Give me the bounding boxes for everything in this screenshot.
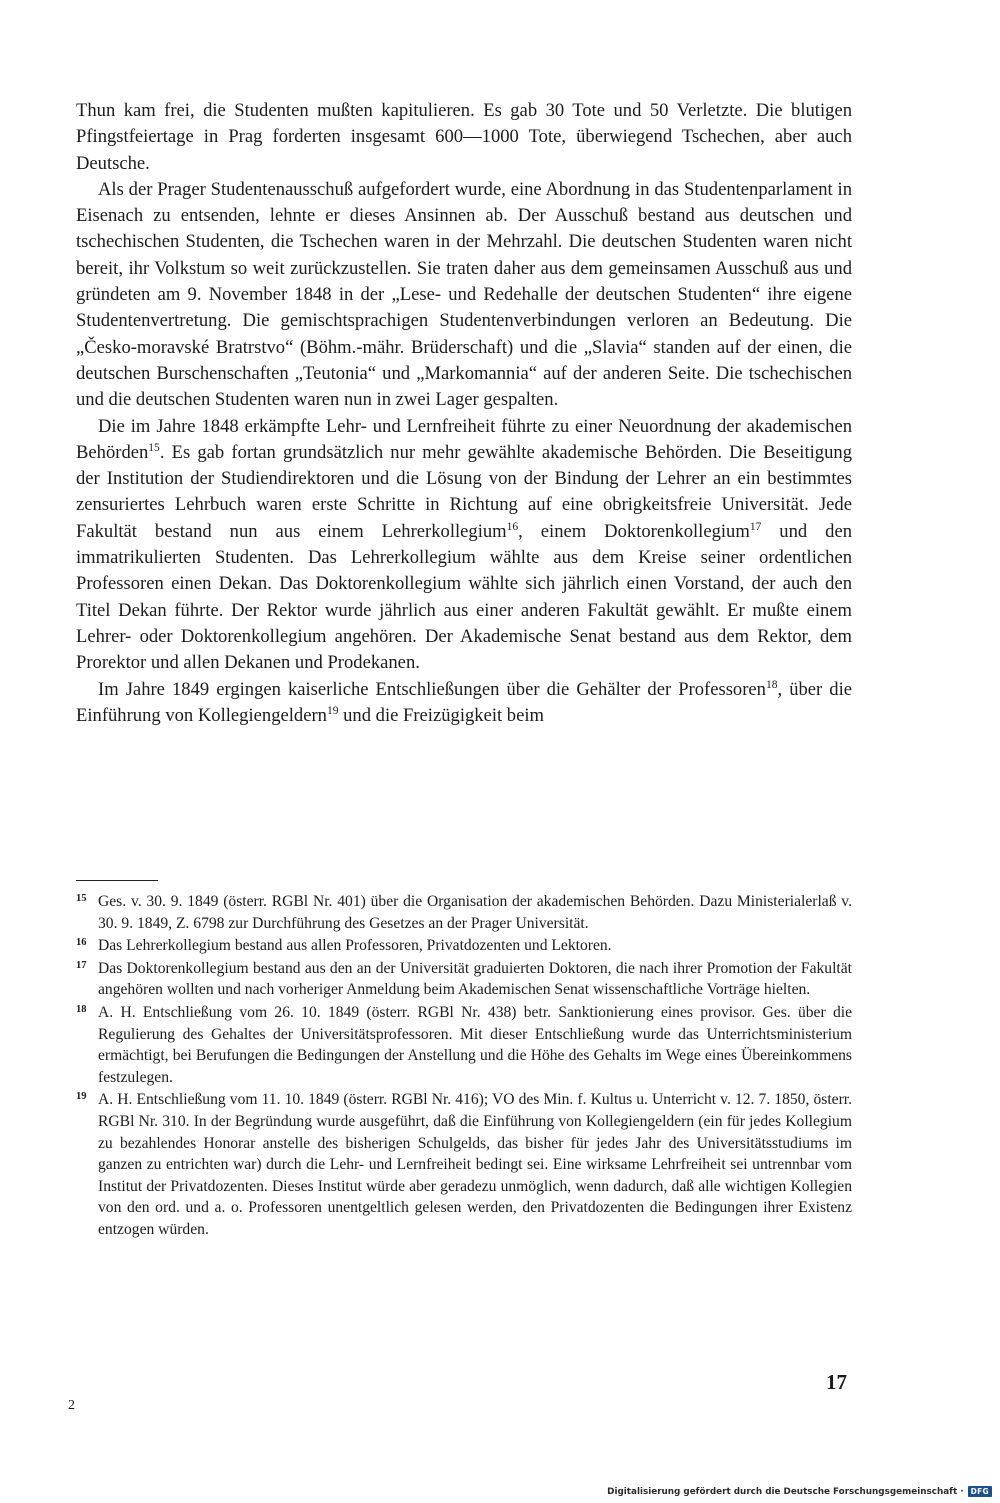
text-run: , einem Doktorenkollegium (518, 520, 750, 542)
footnote (76, 1089, 852, 1240)
footnote (76, 891, 852, 934)
footnote-reference: 16 (506, 520, 519, 533)
paragraph: Als der Prager Studentenausschuß aufgefordert wurde, eine Abordnung in das Studentenparlament in Eisenach zu entsenden, lehnte er dieses Ansinnen ab. Der Ausschuß bestand aus deutschen und tschechischen Studenten, die Tschechen waren in der Mehrzahl. Die deutschen Studenten waren nicht bereit, ihr Volkstum so weit zurückzustellen. Sie traten daher aus dem gemeinsamen Ausschuß aus und gründeten am 9. November 1848 in der „Lese- und Redehalle der deutschen Studenten“ ihre eigene Studentenvertretung. Die gemischtsprachigen Studentenverbindungen verloren an Bedeutung. Die „Česko-moravské Bratrstvo“ (Böhm.-mähr. Brüderschaft) und die „Slavia“ standen auf der einen, die deutschen Burschenschaften „Teutonia“ und „Markomannia“ auf der anderen Seite. Die tschechischen und die deutschen Studenten waren nun in zwei Lager gespalten. (76, 178, 852, 411)
text-run: . Es gab fortan grundsätzlich nur mehr gewählte akademische Behörden. Die Beseitigung der Institution der Studiendirektoren und die Lösung von der Bindung der Lehrer an ein bestimmtes zensuriertes Lehrbuch waren erste Schritte in Richtung auf eine obrigkeitsfreie Universität. Jede Fakultät bestand nun aus einem Lehrerkollegium (76, 441, 852, 542)
page-number: 17 (826, 1370, 847, 1394)
footnote-text: A. H. Entschließung vom 11. 10. 1849 (österr. RGBl Nr. 416); VO des Min. f. Kultus u. Unterricht v. 12. 7. 1850, österr. RGBl Nr. 310. In der Begründung wurde ausgeführt, daß die Einführung von Kollegiengeldern (ein für jedes Kollegium zu bezahlendes Honorar anstelle des bisherigen Schulgelds, das bisher für jedes Jahr des Universitätsstudiums im ganzen zu entrichten war) durch die Lehr- und Lernfreiheit bedingt sei. Eine wirksame Lehrfreiheit sei untrennbar vom Institut der Privatdozenten. Dieses Institut würde aber geradezu unmöglich, wenn dadurch, daß alle wichtigen Kollegien von den ord. und a. o. Professoren unentgeltlich gelesen werden, den Privatdozenten die Bedingungen ihrer Existenz entzogen würden. (98, 1091, 852, 1238)
funding-notice (607, 1486, 992, 1497)
footnote-number: 18 (76, 1003, 87, 1015)
paragraph (76, 414, 852, 677)
footnote-text: A. H. Entschließung vom 26. 10. 1849 (österr. RGBl Nr. 438) betr. Sanktionierung eines provisor. Ges. über die Regulierung des Gehaltes der Universitätsprofessoren. Mit dieser Entschließung wurde das Unterrichtsministerium ermächtigt, bei Berufungen die Bedingungen der Anstellung und die Höhe des Gehalts im Wege eines Übereinkommens festzulegen. (98, 1003, 852, 1086)
footnote (76, 958, 852, 1001)
footnote-text: Das Doktorenkollegium bestand aus den an der Universität graduierten Doktoren, die nach ihrer Promotion der Fakultät angehören wollten und nach vorheriger Anmeldung beim Akademischen Senat wissenschaftliche Vorträge hielten. (98, 959, 852, 999)
footnote (76, 935, 852, 957)
paragraph (76, 677, 852, 730)
dfg-logo-icon: DFG (968, 1486, 992, 1497)
text-run: und die Freizügigkeit beim (338, 704, 544, 726)
text-run: Im Jahre 1849 ergingen kaiserliche Entschließungen über die Gehälter der Professoren (98, 678, 766, 700)
footnote (76, 1002, 852, 1088)
paragraph: Thun kam frei, die Studenten mußten kapitulieren. Es gab 30 Tote und 50 Verletzte. Die blutigen Pfingstfeiertage in Prag forderten insgesamt 600—1000 Tote, überwiegend Tschechen, aber auch Deutsche. (76, 100, 852, 174)
footnote-text: Ges. v. 30. 9. 1849 (österr. RGBl Nr. 401) über die Organisation der akademischen Behörden. Dazu Ministerialerlaß v. 30. 9. 1849, Z. 6798 zur Durchführung des Gesetzes an der Prager Universität. (98, 893, 852, 932)
footnote-divider (76, 880, 158, 881)
footnote-reference: 18 (765, 678, 778, 691)
footnote-number: 15 (76, 893, 87, 904)
text-run: , über die Einführung von Kollegiengeldern (76, 678, 852, 726)
footnote-number: 17 (76, 959, 87, 971)
footnote-reference: 19 (326, 704, 339, 717)
footnote-reference: 15 (148, 441, 160, 454)
text-run: Die im Jahre 1848 erkämpfte Lehr- und Lernfreiheit führte zu einer Neuordnung der akademischen Behörden (76, 415, 852, 463)
footnote-number: 16 (76, 937, 87, 949)
footnotes (76, 891, 852, 1242)
funding-text: Digitalisierung gefördert durch die Deutsche Forschungsgemeinschaft · (607, 1486, 964, 1497)
footnote-text: Das Lehrerkollegium bestand aus allen Professoren, Privatdozenten und Lektoren. (98, 937, 612, 955)
sheet-signature: 2 (68, 1398, 75, 1413)
footnote-number: 19 (76, 1091, 87, 1103)
text-run: und den immatrikulierten Studenten. Das Lehrerkollegium wählte aus dem Kreise seiner ordentlichen Professoren einen Dekan. Das Doktorenkollegium wählte sich jährlich einen Vorstand, der auch den Titel Dekan führte. Der Rektor wurde jährlich aus einer anderen Fakultät gewählt. Er mußte einem Lehrer- oder Doktorenkollegium angehören. Der Akademische Senat bestand aus dem Rektor, dem Prorektor und allen Dekanen und Prodekanen. (76, 520, 853, 674)
main-text (76, 98, 852, 729)
footnote-reference: 17 (749, 520, 762, 533)
